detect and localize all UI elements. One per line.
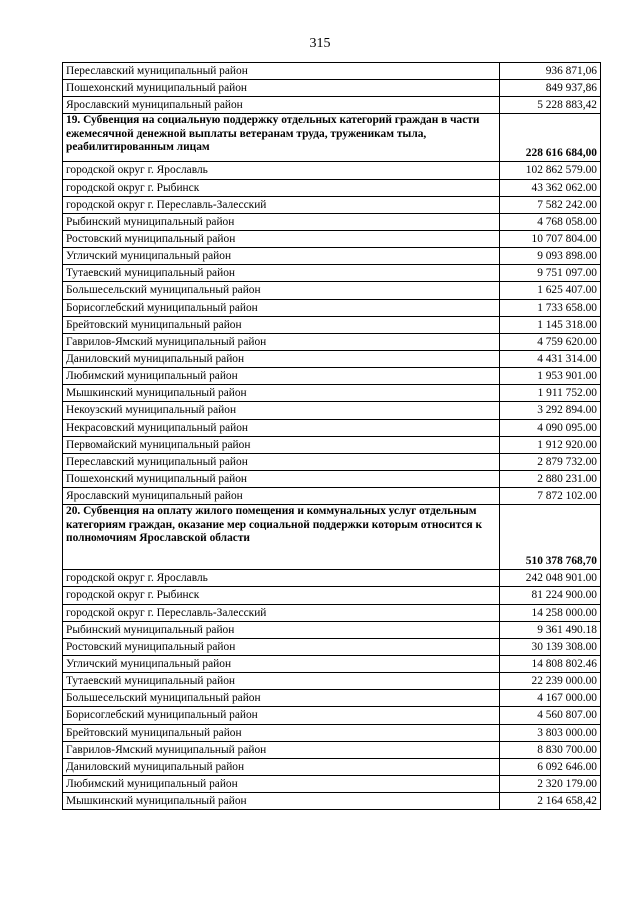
amount-cell: 4 768 058.00: [500, 213, 601, 230]
recipient-name-cell: Некрасовский муниципальный район: [63, 419, 500, 436]
table-row: [63, 350, 601, 367]
table-row: [63, 707, 601, 724]
table-row: [63, 265, 601, 282]
amount-cell: 3 803 000.00: [500, 724, 601, 741]
amount-cell: 936 871,06: [500, 63, 601, 80]
amount-cell: 4 167 000.00: [500, 690, 601, 707]
amount-cell: 8 830 700.00: [500, 741, 601, 758]
subvention-table: [62, 62, 601, 810]
amount-cell: 30 139 308.00: [500, 638, 601, 655]
amount-cell: 10 707 804.00: [500, 230, 601, 247]
table-row: [63, 402, 601, 419]
amount-cell: 9 093 898.00: [500, 248, 601, 265]
recipient-name-cell: Любимский муниципальный район: [63, 368, 500, 385]
table-row: [63, 758, 601, 775]
amount-cell: 4 759 620.00: [500, 333, 601, 350]
recipient-name-cell: Гаврилов-Ямский муниципальный район: [63, 741, 500, 758]
amount-cell: 9 751 097.00: [500, 265, 601, 282]
amount-cell: 9 361 490.18: [500, 621, 601, 638]
table-row: [63, 570, 601, 587]
table-row: [63, 179, 601, 196]
amount-cell: 1 953 901.00: [500, 368, 601, 385]
table-row: [63, 230, 601, 247]
amount-cell: 4 560 807.00: [500, 707, 601, 724]
table-row: [63, 385, 601, 402]
recipient-name-cell: Переславский муниципальный район: [63, 63, 500, 80]
table-row: [63, 470, 601, 487]
recipient-name-cell: Некоузский муниципальный район: [63, 402, 500, 419]
recipient-name-cell: Большесельский муниципальный район: [63, 690, 500, 707]
recipient-name-cell: Тутаевский муниципальный район: [63, 673, 500, 690]
table-row: [63, 604, 601, 621]
table-row: [63, 368, 601, 385]
table-row: [63, 690, 601, 707]
recipient-name-cell: городской округ г. Переславль-Залесский: [63, 196, 500, 213]
recipient-name-cell: Мышкинский муниципальный район: [63, 385, 500, 402]
table-row: [63, 213, 601, 230]
recipient-name-cell: Мышкинский муниципальный район: [63, 793, 500, 810]
section-title: 20. Субвенция на оплату жилого помещения и коммунальных услуг отдельным категориям граждан, оказание мер социальной поддержки которым относится к полномочиям Ярославской области: [63, 505, 500, 570]
table-row: [63, 793, 601, 810]
section-header-row: [63, 114, 601, 162]
table-row: [63, 299, 601, 316]
amount-cell: 2 879 732.00: [500, 453, 601, 470]
amount-cell: 102 862 579.00: [500, 162, 601, 179]
recipient-name-cell: Борисоглебский муниципальный район: [63, 707, 500, 724]
amount-cell: 1 625 407.00: [500, 282, 601, 299]
recipient-name-cell: Переславский муниципальный район: [63, 453, 500, 470]
recipient-name-cell: Брейтовский муниципальный район: [63, 316, 500, 333]
amount-cell: 43 362 062.00: [500, 179, 601, 196]
amount-cell: 1 912 920.00: [500, 436, 601, 453]
section-title: 19. Субвенция на социальную поддержку отдельных категорий граждан в части ежемесячной денежной выплаты ветеранам труда, труженикам тыла, реабилитированным лицам: [63, 114, 500, 162]
table-row: [63, 621, 601, 638]
table-row: [63, 248, 601, 265]
recipient-name-cell: Ярославский муниципальный район: [63, 97, 500, 114]
table-row: [63, 316, 601, 333]
amount-cell: 2 164 658,42: [500, 793, 601, 810]
recipient-name-cell: Первомайский муниципальный район: [63, 436, 500, 453]
recipient-name-cell: городской округ г. Ярославль: [63, 162, 500, 179]
recipient-name-cell: Любимский муниципальный район: [63, 775, 500, 792]
table-row: [63, 162, 601, 179]
subvention-table-body: [63, 63, 601, 810]
recipient-name-cell: Гаврилов-Ямский муниципальный район: [63, 333, 500, 350]
amount-cell: 14 258 000.00: [500, 604, 601, 621]
amount-cell: 4 090 095.00: [500, 419, 601, 436]
amount-cell: 81 224 900.00: [500, 587, 601, 604]
table-row: [63, 419, 601, 436]
recipient-name-cell: Рыбинский муниципальный район: [63, 621, 500, 638]
amount-cell: 5 228 883,42: [500, 97, 601, 114]
table-row: [63, 775, 601, 792]
table-row: [63, 333, 601, 350]
amount-cell: 3 292 894.00: [500, 402, 601, 419]
table-row: [63, 63, 601, 80]
amount-cell: 1 733 658.00: [500, 299, 601, 316]
amount-cell: 1 911 752.00: [500, 385, 601, 402]
amount-cell: 7 872 102.00: [500, 488, 601, 505]
amount-cell: 6 092 646.00: [500, 758, 601, 775]
amount-cell: 242 048 901.00: [500, 570, 601, 587]
section-total: 228 616 684,00: [500, 114, 601, 162]
amount-cell: 14 808 802.46: [500, 655, 601, 672]
amount-cell: 22 239 000.00: [500, 673, 601, 690]
table-row: [63, 673, 601, 690]
recipient-name-cell: Большесельский муниципальный район: [63, 282, 500, 299]
recipient-name-cell: Угличский муниципальный район: [63, 655, 500, 672]
amount-cell: 7 582 242.00: [500, 196, 601, 213]
recipient-name-cell: Ростовский муниципальный район: [63, 230, 500, 247]
table-row: [63, 80, 601, 97]
section-total: 510 378 768,70: [500, 505, 601, 570]
recipient-name-cell: городской округ г. Переславль-Залесский: [63, 604, 500, 621]
recipient-name-cell: Ростовский муниципальный район: [63, 638, 500, 655]
recipient-name-cell: городской округ г. Рыбинск: [63, 179, 500, 196]
recipient-name-cell: Пошехонский муниципальный район: [63, 80, 500, 97]
table-row: [63, 282, 601, 299]
amount-cell: 849 937,86: [500, 80, 601, 97]
recipient-name-cell: Ярославский муниципальный район: [63, 488, 500, 505]
amount-cell: 4 431 314.00: [500, 350, 601, 367]
recipient-name-cell: городской округ г. Рыбинск: [63, 587, 500, 604]
amount-cell: 2 880 231.00: [500, 470, 601, 487]
amount-cell: 1 145 318.00: [500, 316, 601, 333]
table-row: [63, 453, 601, 470]
table-row: [63, 587, 601, 604]
recipient-name-cell: Брейтовский муниципальный район: [63, 724, 500, 741]
table-row: [63, 97, 601, 114]
recipient-name-cell: городской округ г. Ярославль: [63, 570, 500, 587]
table-row: [63, 655, 601, 672]
recipient-name-cell: Угличский муниципальный район: [63, 248, 500, 265]
recipient-name-cell: Даниловский муниципальный район: [63, 758, 500, 775]
recipient-name-cell: Борисоглебский муниципальный район: [63, 299, 500, 316]
recipient-name-cell: Рыбинский муниципальный район: [63, 213, 500, 230]
recipient-name-cell: Тутаевский муниципальный район: [63, 265, 500, 282]
page-number: 315: [309, 36, 331, 51]
table-row: [63, 488, 601, 505]
table-row: [63, 436, 601, 453]
table-row: [63, 196, 601, 213]
amount-cell: 2 320 179.00: [500, 775, 601, 792]
recipient-name-cell: Пошехонский муниципальный район: [63, 470, 500, 487]
table-row: [63, 638, 601, 655]
section-header-row: [63, 505, 601, 570]
table-row: [63, 724, 601, 741]
recipient-name-cell: Даниловский муниципальный район: [63, 350, 500, 367]
table-row: [63, 741, 601, 758]
